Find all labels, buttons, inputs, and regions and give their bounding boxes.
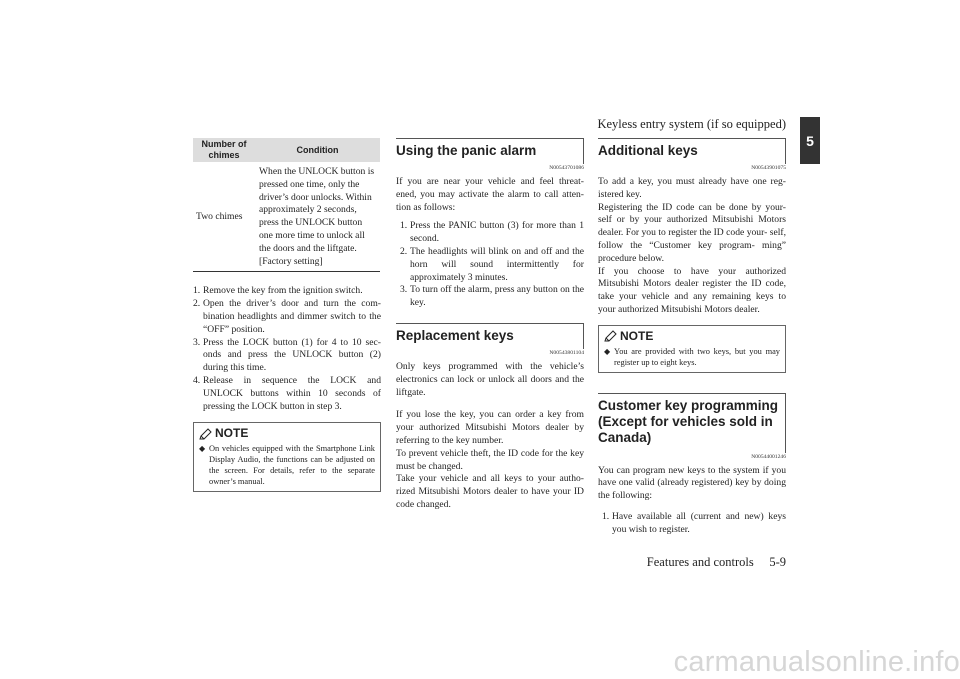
note-text: On vehicles equipped with the Smartphone Link Display Audio, the functions can be adjusted on the screen. For details, refer to the separate owner’s manual. bbox=[209, 444, 375, 487]
paragraph: Only keys programmed with the vehicle’s electronics can lock or unlock all doors and the liftgate. bbox=[396, 360, 584, 398]
table-cell-condition: When the UNLOCK button is pressed one time, only the driver’s door unlocks. Within approximately 2 seconds, press the UNLOCK button one more time to unlock all the doors and the liftgate. [Factory setting] bbox=[255, 163, 380, 272]
running-header: Keyless entry system (if so equipped) bbox=[597, 117, 786, 131]
list-item bbox=[193, 285, 381, 298]
panic-steps bbox=[396, 220, 584, 310]
chapter-tab: 5 bbox=[800, 117, 820, 164]
list-item bbox=[400, 220, 584, 246]
step-number: 1. bbox=[400, 220, 408, 232]
table-row bbox=[193, 163, 380, 272]
procedure-steps bbox=[193, 285, 381, 413]
column-2 bbox=[396, 138, 584, 512]
step-number: 3. bbox=[400, 284, 408, 296]
section-title-key-programming: Customer key programming (Except for vehicles sold in Canada) bbox=[598, 393, 786, 453]
step-text: Open the driver’s door and turn the com- bination headlights and dimmer switch to the “OFF” position. bbox=[203, 298, 381, 335]
list-item bbox=[193, 375, 381, 413]
paragraph: If you are near your vehicle and feel threat- ened, you may activate the alarm to call atten- tion as follows: bbox=[396, 176, 584, 213]
section-title-replacement: Replacement keys bbox=[396, 323, 584, 349]
programming-steps bbox=[598, 511, 786, 537]
step-number: 1. bbox=[193, 285, 201, 297]
step-number: 1. bbox=[602, 510, 610, 522]
chime-table bbox=[193, 138, 380, 272]
note-label: NOTE bbox=[215, 426, 249, 441]
bullet-icon: ◆ bbox=[604, 346, 611, 356]
bullet-icon: ◆ bbox=[199, 444, 206, 454]
doc-code: N00543701086 bbox=[549, 165, 584, 171]
step-number: 2. bbox=[400, 245, 408, 257]
step-number: 2. bbox=[193, 298, 201, 310]
paragraph: Take your vehicle and all keys to your autho- rized Mitsubishi Motors dealer to have your ID code changed. bbox=[396, 473, 584, 510]
note-label: NOTE bbox=[620, 328, 654, 343]
paragraph: To add a key, you must already have one reg- istered key. bbox=[598, 176, 786, 200]
table-header-condition: Condition bbox=[255, 138, 380, 163]
pencil-icon bbox=[604, 330, 617, 342]
step-text: Have available all (current and new) keys you wish to register. bbox=[612, 510, 786, 535]
paragraph: If you lose the key, you can order a key from your authorized Mitsubishi Motors dealer by referring to the key number. bbox=[396, 409, 584, 446]
table-header-chimes: Number of chimes bbox=[193, 138, 255, 163]
pencil-icon bbox=[199, 428, 212, 440]
note-item bbox=[604, 346, 780, 368]
paragraph: If you choose to have your authorized Mitsubishi Motors dealer register the ID code, take your vehicle and any remaining keys to your authorized Mitsubishi Motors dealer. bbox=[598, 265, 786, 315]
watermark: carmanualsonline.info bbox=[673, 646, 960, 678]
page-footer: Features and controls 5-9 bbox=[646, 555, 786, 569]
note-box bbox=[598, 325, 786, 373]
step-text: Press the PANIC button (3) for more than 1 second. bbox=[410, 220, 584, 245]
step-text: To turn off the alarm, press any button on the key. bbox=[410, 284, 584, 309]
doc-code: N00543801104 bbox=[549, 349, 584, 356]
paragraph: Registering the ID code can be done by your- self or by your authorized Mitsubishi Motors dealer. For you to register the ID code your- self, follow the “Customer key program- ming” procedure below. bbox=[598, 201, 786, 264]
list-item bbox=[400, 284, 584, 310]
list-item bbox=[602, 511, 786, 537]
table-cell-chimes: Two chimes bbox=[193, 163, 255, 272]
section-title-panic: Using the panic alarm bbox=[396, 138, 584, 164]
step-text: The headlights will blink on and off and the horn will sound intermittently for approximately 3 minutes. bbox=[410, 245, 584, 283]
step-number: 4. bbox=[193, 374, 201, 386]
column-3 bbox=[598, 138, 786, 537]
note-box bbox=[193, 422, 381, 492]
note-heading bbox=[199, 427, 375, 440]
doc-code: N00543901075 bbox=[751, 165, 786, 171]
list-item bbox=[193, 298, 381, 336]
table-header-row bbox=[193, 138, 380, 163]
note-heading bbox=[604, 330, 780, 343]
doc-code: N00544001246 bbox=[751, 453, 786, 460]
step-text: Release in sequence the LOCK and UNLOCK buttons within 10 seconds of pressing the LOCK button in step 3. bbox=[203, 374, 381, 412]
note-item bbox=[199, 443, 375, 487]
paragraph: You can program new keys to the system if you have one valid (already registered) key by doing the following: bbox=[598, 464, 786, 502]
list-item bbox=[400, 246, 584, 284]
step-number: 3. bbox=[193, 336, 201, 348]
section-title-additional-keys: Additional keys bbox=[598, 138, 786, 164]
note-text: You are provided with two keys, but you may register up to eight keys. bbox=[614, 346, 780, 367]
list-item bbox=[193, 337, 381, 375]
paragraph: To prevent vehicle theft, the ID code for the key must be changed. bbox=[396, 447, 584, 472]
column-1 bbox=[193, 138, 381, 492]
step-text: Press the LOCK button (1) for 4 to 10 sec- onds and press the UNLOCK button (2) during this time. bbox=[203, 336, 381, 374]
step-text: Remove the key from the ignition switch. bbox=[203, 285, 363, 297]
